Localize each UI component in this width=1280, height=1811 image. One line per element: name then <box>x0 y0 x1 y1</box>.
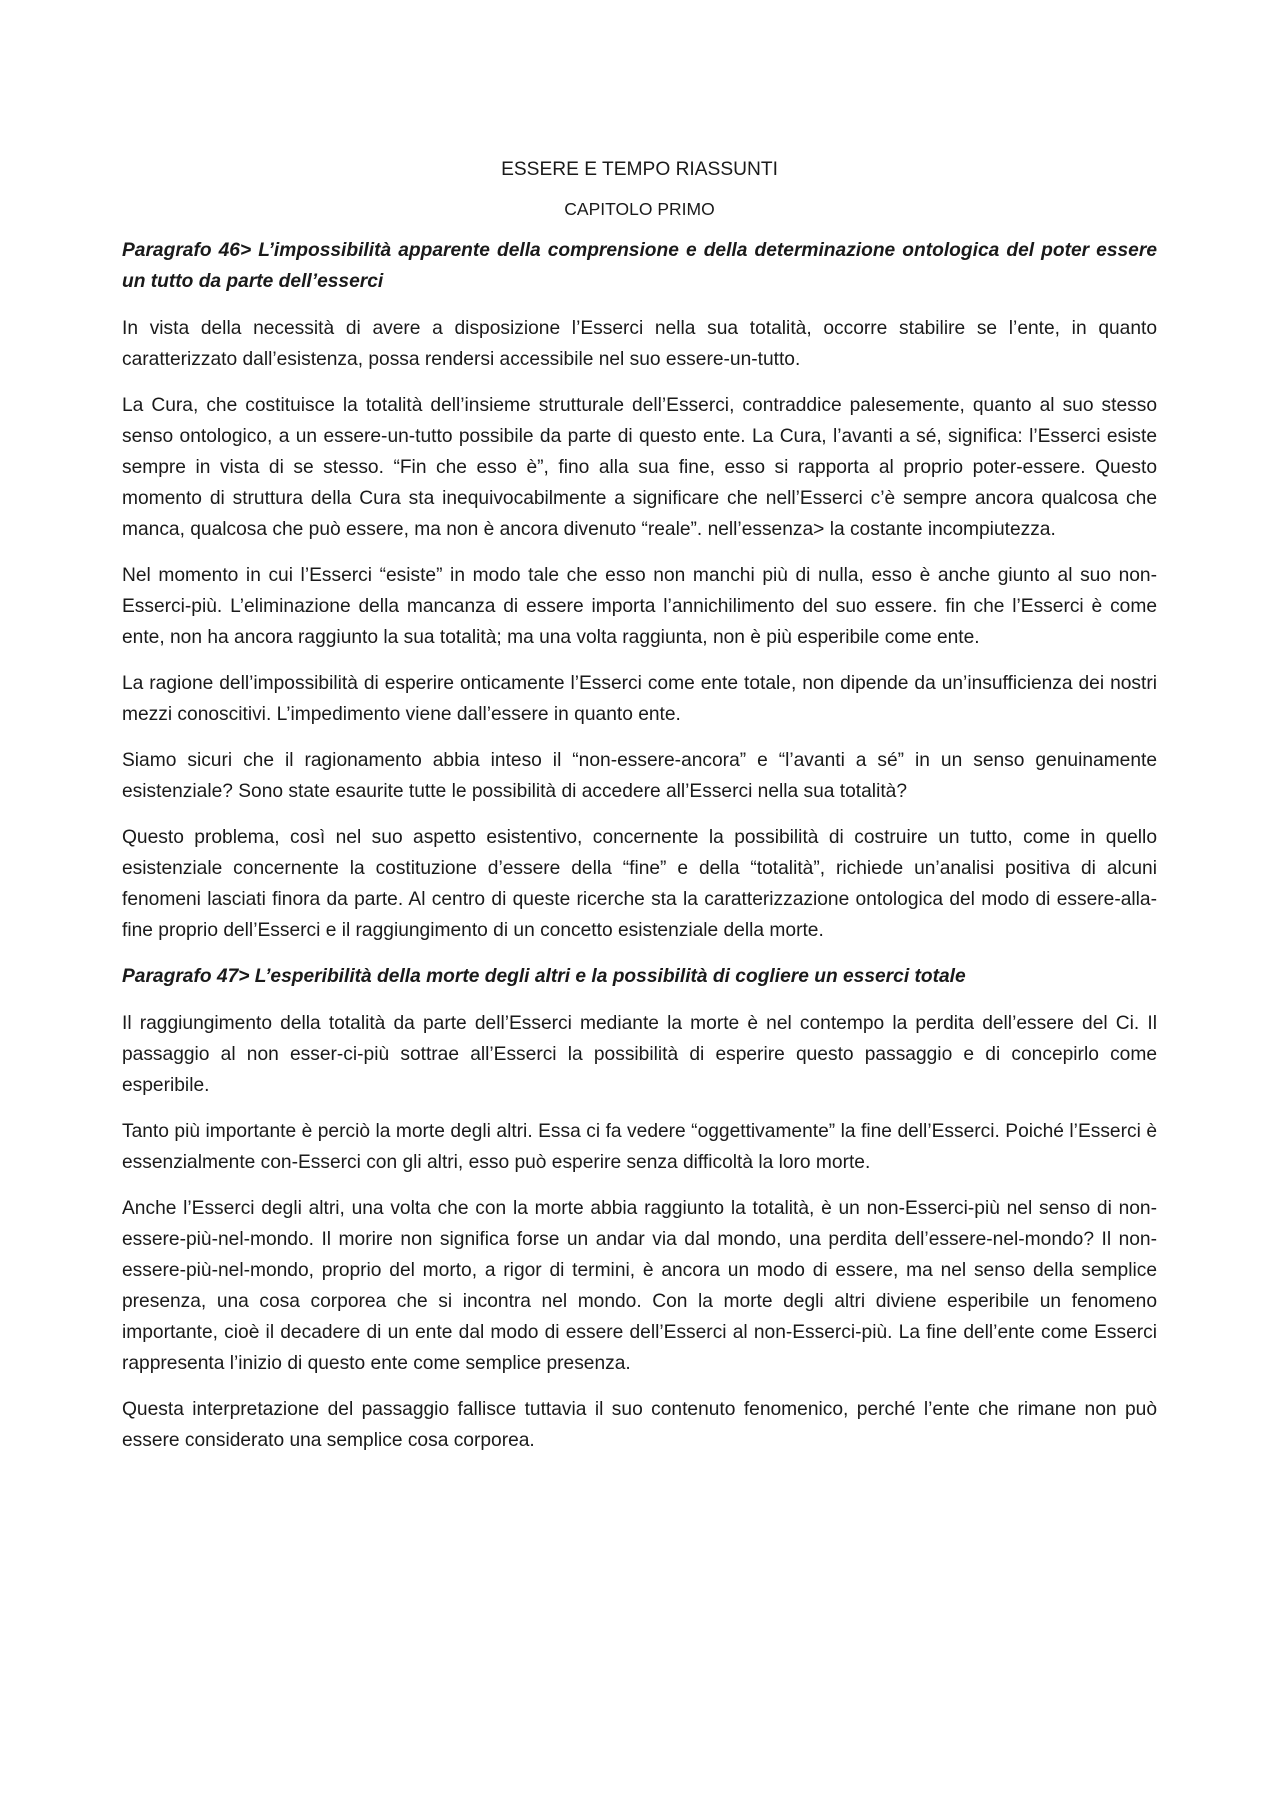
paragraph: Questa interpretazione del passaggio fallisce tuttavia il suo contenuto fenomenico, perché l’ente che rimane non può essere considerato una semplice cosa corporea. <box>122 1399 1157 1451</box>
paragraph: La Cura, che costituisce la totalità dell’insieme strutturale dell’Esserci, contraddice palesemente, quanto al suo stesso senso ontologico, a un essere-un-tutto possibile da parte di questo ente. La Cura, l’avanti a sé, significa: l’Esserci esiste sempre in vista di se stesso. “Fin che esso è”, fino alla sua fine, esso si rapporta al proprio poter-essere. Questo momento di struttura della Cura sta inequivocabilmente a significare che nell’Esserci c’è sempre ancora qualcosa che manca, qualcosa che può essere, ma non è ancora divenuto “reale”. nell’essenza> la costante incompiutezza. <box>122 395 1157 540</box>
document-title: ESSERE E TEMPO RIASSUNTI <box>501 159 778 180</box>
section-heading-46: Paragrafo 46> L’impossibilità apparente della comprensione e della determinazione ontologica del poter essere un tutto da parte dell’esserci <box>122 240 1157 292</box>
section-heading-47: Paragrafo 47> L’esperibilità della morte degli altri e la possibilità di cogliere un esserci totale <box>122 966 966 987</box>
paragraph: Il raggiungimento della totalità da parte dell’Esserci mediante la morte è nel contempo la perdita dell’essere del Ci. Il passaggio al non esser-ci-più sottrae all’Esserci la possibilità di esperire questo passaggio e di concepirlo come esperibile. <box>122 1013 1157 1096</box>
paragraph: Tanto più importante è perciò la morte degli altri. Essa ci fa vedere “oggettivamente” la fine dell’Esserci. Poiché l’Esserci è essenzialmente con-Esserci con gli altri, esso può esperire senza difficoltà la loro morte. <box>122 1121 1157 1173</box>
paragraph: Siamo sicuri che il ragionamento abbia inteso il “non-essere-ancora” e “l’avanti a sé” in un senso genuinamente esistenziale? Sono state esaurite tutte le possibilità di accedere all’Esserci nella sua totalità? <box>122 750 1157 802</box>
paragraph: La ragione dell’impossibilità di esperire onticamente l’Esserci come ente totale, non dipende da un’insufficienza dei nostri mezzi conoscitivi. L’impedimento viene dall’essere in quanto ente. <box>122 673 1157 725</box>
paragraph: Questo problema, così nel suo aspetto esistentivo, concernente la possibilità di costruire un tutto, come in quello esistenziale concernente la costituzione d’essere della “fine” e della “totalità”, richiede un’analisi positiva di alcuni fenomeni lasciati finora da parte. Al centro di queste ricerche sta la caratterizzazione ontologica del modo di essere-alla-fine proprio dell’Esserci e il raggiungimento di un concetto esistenziale della morte. <box>122 827 1157 941</box>
paragraph: Nel momento in cui l’Esserci “esiste” in modo tale che esso non manchi più di nulla, esso è anche giunto al suo non-Esserci-più. L’eliminazione della mancanza di essere importa l’annichilimento del suo essere. fin che l’Esserci è come ente, non ha ancora raggiunto la sua totalità; ma una volta raggiunta, non è più esperibile come ente. <box>122 565 1157 648</box>
chapter-title: CAPITOLO PRIMO <box>564 199 715 219</box>
paragraph: In vista della necessità di avere a disposizione l’Esserci nella sua totalità, occorre stabilire se l’ente, in quanto caratterizzato dall’esistenza, possa rendersi accessibile nel suo essere-un-tutto. <box>122 318 1157 370</box>
document-body <box>122 154 1157 1456</box>
paragraph: Anche l’Esserci degli altri, una volta che con la morte abbia raggiunto la totalità, è un non-Esserci-più nel senso di non-essere-più-nel-mondo. Il morire non significa forse un andar via dal mondo, una perdita dell’essere-nel-mondo? Il non-essere-più-nel-mondo, proprio del morto, a rigor di termini, è ancora un modo di essere, ma nel senso della semplice presenza, una cosa corporea che si incontra nel mondo. Con la morte degli altri diviene esperibile un fenomeno importante, cioè il decadere di un ente dal modo di essere dell’Esserci al non-Esserci-più. La fine dell’ente come Esserci rappresenta l’inizio di questo ente come semplice presenza. <box>122 1198 1157 1374</box>
